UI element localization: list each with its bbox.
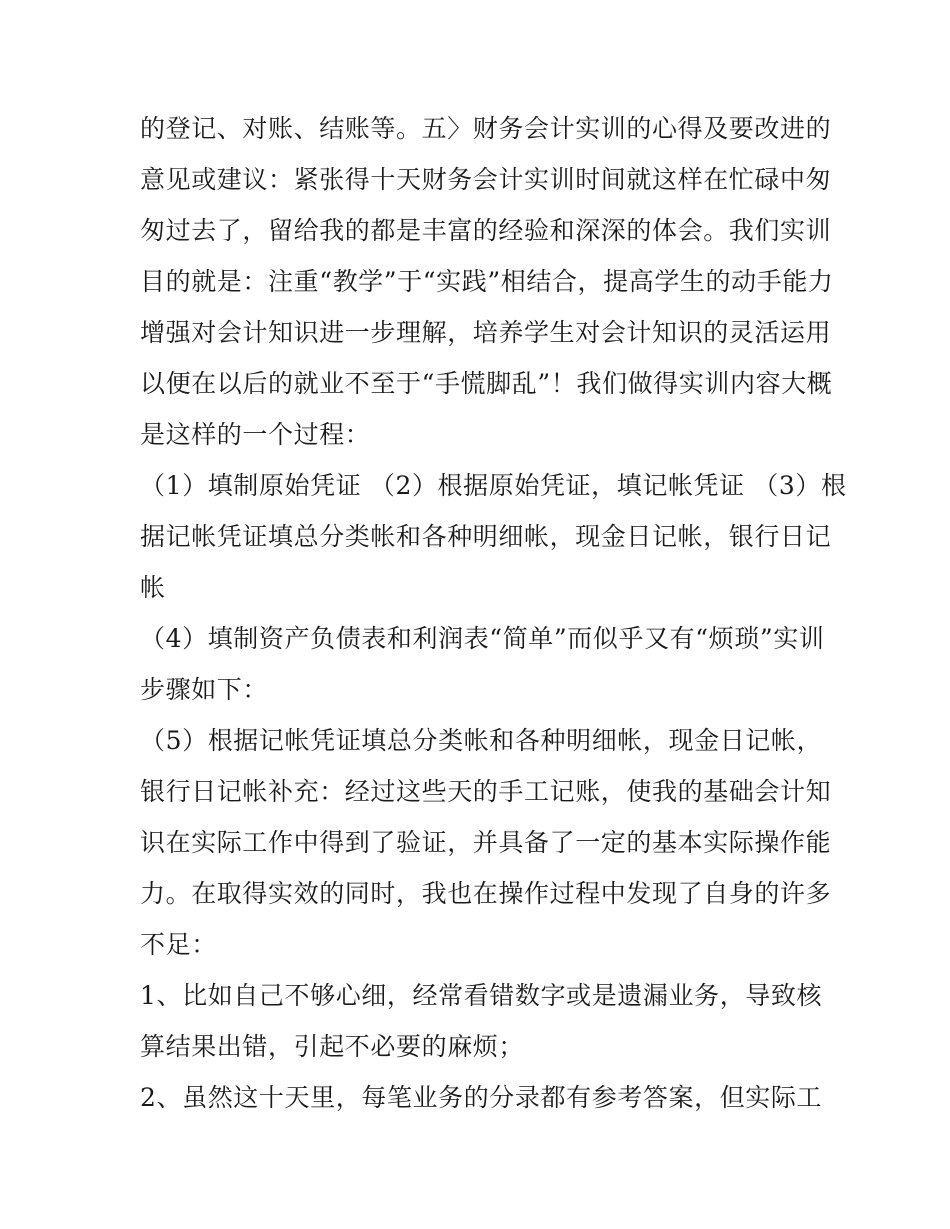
text-line: 识在实际工作中得到了验证，并具备了一定的基本实际操作能 bbox=[140, 828, 832, 857]
text-line: 的登记、对账、结账等。五〉财务会计实训的心得及要改进的 bbox=[140, 114, 832, 143]
text-line: 2、虽然这十天里，每笔业务的分录都有参考答案，但实际工 bbox=[140, 1083, 823, 1112]
text-line: （1）填制原始凭证 （2）根据原始凭证，填记帐凭证 （3）根 bbox=[140, 471, 847, 500]
text-line: 银行日记帐补充：经过这些天的手工记账，使我的基础会计知 bbox=[140, 777, 832, 806]
text-line: 目的就是：注重“教学”于“实践”相结合，提高学生的动手能力 bbox=[140, 267, 834, 296]
text-line: 步骤如下： bbox=[140, 675, 269, 704]
text-line: 帐 bbox=[140, 573, 166, 602]
text-line: 力。在取得实效的同时，我也在操作过程中发现了自身的许多 bbox=[140, 879, 832, 908]
text-line: 是这样的一个过程： bbox=[140, 420, 371, 449]
text-line: （4）填制资产负债表和利润表“简单”而似乎又有“烦琐”实训 bbox=[140, 624, 825, 653]
text-line: 增强对会计知识进一步理解，培养学生对会计知识的灵活运用 bbox=[140, 318, 832, 347]
text-line: 据记帐凭证填总分类帐和各种明细帐，现金日记帐，银行日记 bbox=[140, 522, 832, 551]
text-line: 匆过去了，留给我的都是丰富的经验和深深的体会。我们实训 bbox=[140, 216, 832, 245]
text-line: （5）根据记帐凭证填总分类帐和各种明细帐，现金日记帐， bbox=[140, 726, 823, 755]
text-line: 以便在以后的就业不至于“手慌脚乱”！我们做得实训内容大概 bbox=[140, 369, 833, 398]
text-line: 算结果出错，引起不必要的麻烦； bbox=[140, 1032, 525, 1061]
text-line: 意见或建议：紧张得十天财务会计实训时间就这样在忙碌中匆 bbox=[140, 165, 832, 194]
text-line: 1、比如自己不够心细，经常看错数字或是遗漏业务，导致核 bbox=[140, 981, 823, 1010]
text-line: 不足： bbox=[140, 930, 217, 959]
